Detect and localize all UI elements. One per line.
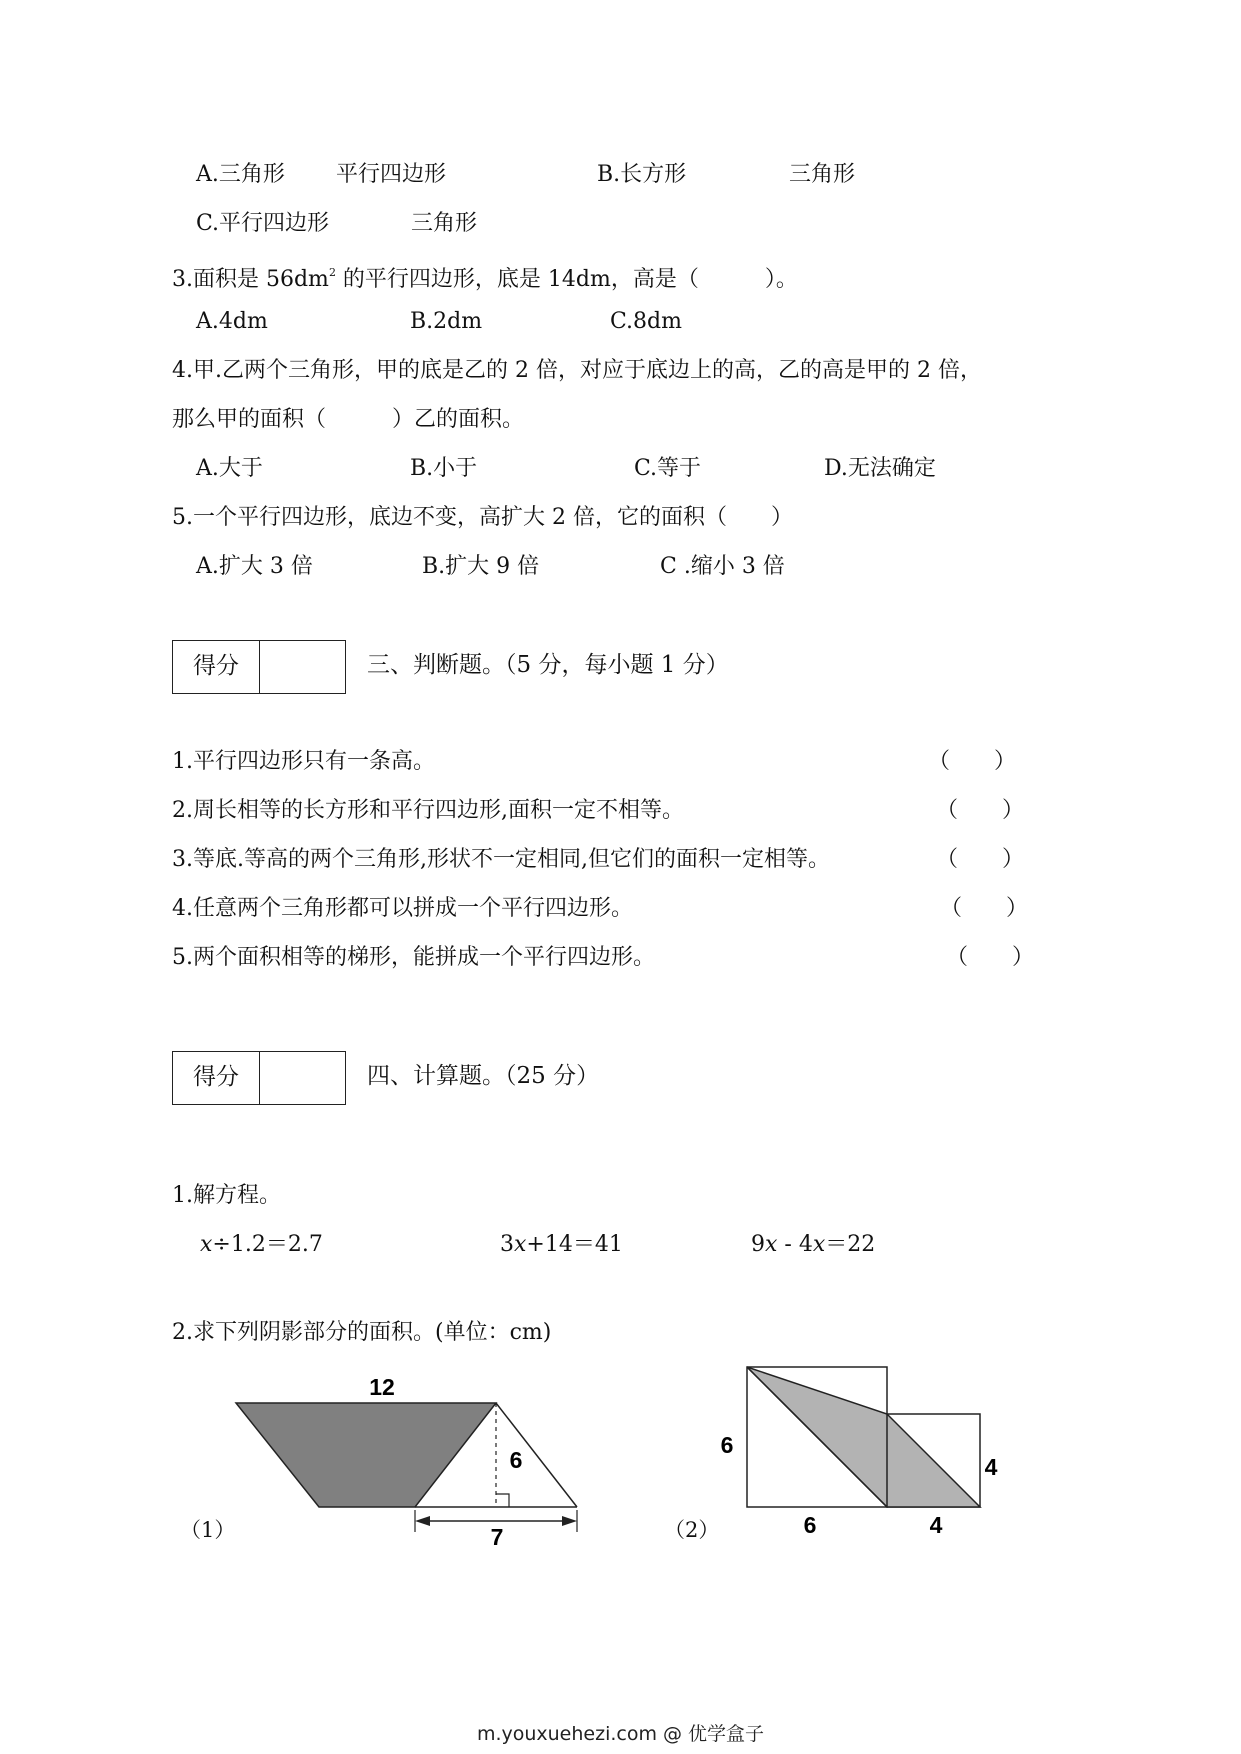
judge-item-2: 2.周长相等的长方形和平行四边形,面积一定不相等。 bbox=[172, 798, 684, 823]
figure2-label-bottom-right: 4 bbox=[929, 1512, 943, 1538]
q3-option-b: B.2dm bbox=[410, 309, 483, 334]
judge-item-3: 3.等底.等高的两个三角形,形状不一定相同,但它们的面积一定相等。 bbox=[172, 847, 830, 872]
section3-title: 三、判断题。（5 分，每小题 1 分） bbox=[367, 652, 729, 678]
judge-answer-2: （ ） bbox=[936, 798, 1025, 823]
figure2-label-left: 6 bbox=[720, 1432, 734, 1458]
q2-option-c: C.平行四边形 bbox=[196, 211, 330, 236]
figure1-label-base: 7 bbox=[490, 1524, 504, 1550]
figure1-dim-arrow-left bbox=[415, 1516, 430, 1526]
judge-item-5: 5.两个面积相等的梯形，能拼成一个平行四边形。 bbox=[172, 945, 655, 970]
figure2-shaded-region bbox=[747, 1367, 980, 1507]
q3-text: 3.面积是 $56dm^2$ 的平行四边形，底是 14dm，高是（ ）。 bbox=[172, 266, 798, 292]
q5-option-c: C .缩小 3 倍 bbox=[660, 554, 785, 579]
section4-title: 四、计算题。（25 分） bbox=[367, 1063, 600, 1089]
figure2-label-right: 4 bbox=[984, 1454, 998, 1480]
judge-answer-3: （ ） bbox=[936, 847, 1025, 872]
judge-answer-5: （ ） bbox=[946, 945, 1035, 970]
q5-text: 5.一个平行四边形，底边不变，高扩大 2 倍，它的面积（ ） bbox=[172, 505, 793, 530]
q4-option-d: D.无法确定 bbox=[824, 456, 936, 481]
q2-option-b-second: 三角形 bbox=[789, 162, 856, 187]
score-label: 得分 bbox=[173, 641, 260, 693]
equation-3: 9x - 4x＝22 bbox=[751, 1232, 876, 1257]
q2-option-a: A.三角形 bbox=[196, 162, 285, 187]
figure2-label: （2） bbox=[664, 1518, 720, 1542]
q4-line1: 4.甲.乙两个三角形，甲的底是乙的 2 倍，对应于底边上的高，乙的高是甲的 2 倍， bbox=[172, 358, 982, 383]
score-label: 得分 bbox=[173, 1052, 260, 1104]
q3-option-c: C.8dm bbox=[610, 309, 682, 334]
q4-line2: 那么甲的面积（ ）乙的面积。 bbox=[172, 407, 525, 432]
judge-answer-4: （ ） bbox=[940, 896, 1029, 921]
q4-option-a: A.大于 bbox=[196, 456, 263, 481]
q2-option-a-second: 平行四边形 bbox=[336, 162, 447, 187]
figure1-label: （1） bbox=[180, 1518, 236, 1542]
judge-item-4: 4.任意两个三角形都可以拼成一个平行四边形。 bbox=[172, 896, 633, 921]
q3-option-a: A.4dm bbox=[196, 309, 268, 334]
figure2-label-bottom-left: 6 bbox=[803, 1512, 817, 1538]
figure1-right-angle-mark bbox=[496, 1494, 509, 1507]
calc-q1-title: 1.解方程。 bbox=[172, 1183, 281, 1208]
q5-option-b: B.扩大 9 倍 bbox=[422, 554, 540, 579]
figure1-label-top: 12 bbox=[369, 1374, 395, 1400]
q4-option-b: B.小于 bbox=[410, 456, 478, 481]
equation-1: x÷1.2＝2.7 bbox=[200, 1232, 323, 1257]
q5-option-a: A.扩大 3 倍 bbox=[196, 554, 313, 579]
figure1-dim-arrow-right bbox=[562, 1516, 577, 1526]
judge-answer-1: （ ） bbox=[928, 749, 1017, 774]
figure1-triangle-right-edge bbox=[496, 1403, 577, 1507]
q2-option-c-second: 三角形 bbox=[411, 211, 478, 236]
equation-2: 3x+14＝41 bbox=[500, 1232, 623, 1257]
q2-option-b: B.长方形 bbox=[597, 162, 687, 187]
figure1-shaded-region bbox=[236, 1403, 496, 1507]
figure1-label-height: 6 bbox=[509, 1447, 523, 1473]
q4-option-c: C.等于 bbox=[634, 456, 702, 481]
calc-q2-title: 2.求下列阴影部分的面积。(单位：cm) bbox=[172, 1320, 552, 1345]
footer-watermark: m.youxuehezi.com @ 优学盒子 bbox=[476, 1723, 765, 1745]
judge-item-1: 1.平行四边形只有一条高。 bbox=[172, 749, 435, 774]
